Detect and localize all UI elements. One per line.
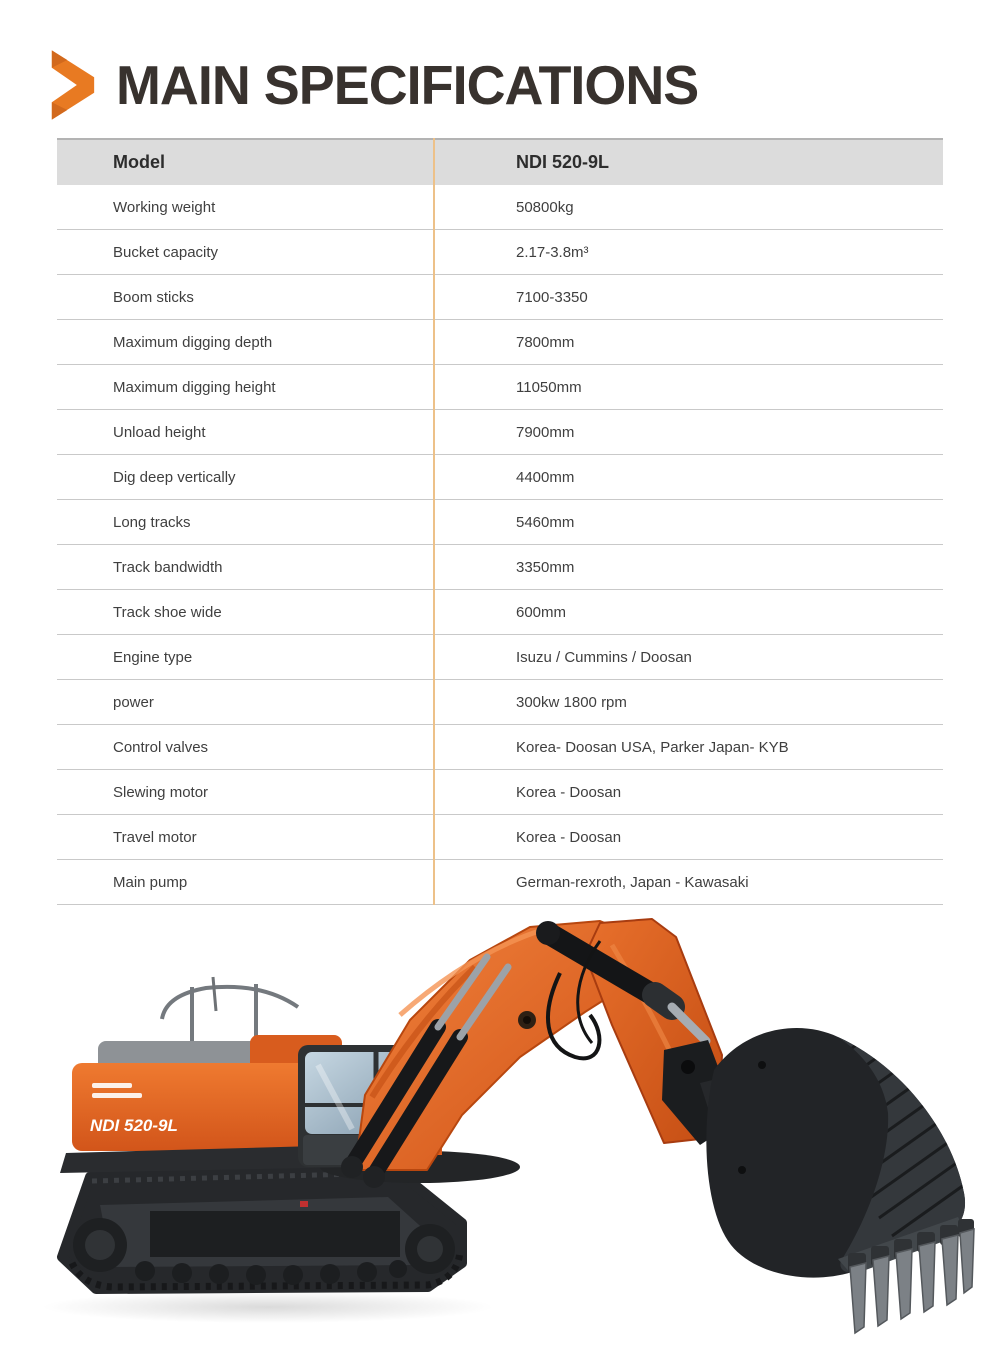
spec-row [57,275,943,320]
spec-value: Korea- Doosan USA, Parker Japan- KYB [516,738,789,756]
spec-row [57,545,943,590]
spec-label: Unload height [113,423,206,441]
spec-value: 5460mm [516,513,575,531]
tail-reflector [300,1201,308,1207]
spec-label: Working weight [113,198,216,216]
handrail [162,984,298,1043]
spec-table-body [57,185,943,905]
spec-label: Bucket capacity [113,243,219,261]
column-divider-line [433,138,435,905]
spec-label: Dig deep vertically [113,468,236,486]
spec-value: 11050mm [516,378,582,396]
spec-row [57,815,943,860]
spec-label: Track bandwidth [113,558,223,576]
spec-row [57,635,943,680]
spec-value: 7800mm [516,333,575,351]
excavator-illustration [0,915,1000,1357]
spec-label: Long tracks [113,513,191,531]
spec-value: 7900mm [516,423,575,441]
antenna [213,977,216,1011]
spec-value: German-rexroth, Japan - Kawasaki [516,873,749,891]
spec-row [57,860,943,905]
spec-label: Main pump [113,873,188,891]
machine-model-label: NDI 520-9L [90,1116,178,1135]
spec-row [57,185,943,230]
page-header [48,48,710,122]
spec-row [57,725,943,770]
spec-value: 300kw 1800 rpm [516,693,627,711]
spec-label: Travel motor [113,828,197,846]
bucket [706,923,1000,1333]
spec-value: 2.17-3.8m³ [516,243,589,261]
spec-row [57,410,943,455]
ground-shadow [43,1291,493,1323]
spec-row [57,500,943,545]
spec-row [57,365,943,410]
spec-label: Slewing motor [113,783,209,801]
spec-label: Engine type [113,648,193,666]
page-title: MAIN SPECIFICATIONS [116,53,699,116]
spec-label: Maximum digging height [113,378,276,396]
spec-label: Track shoe wide [113,603,222,621]
spec-value: Korea - Doosan [516,783,622,801]
spec-row [57,320,943,365]
spec-label: Control valves [113,738,209,756]
spec-value: 600mm [516,603,567,621]
spec-row [57,455,943,500]
spec-value: 7100-3350 [516,288,588,306]
spec-value: Isuzu / Cummins / Doosan [516,648,692,666]
spec-table-header [57,138,943,185]
spec-row [57,680,943,725]
spec-value: 4400mm [516,468,575,486]
spec-label: Boom sticks [113,288,194,306]
model-column-header: Model [113,152,165,172]
tracks [62,1169,462,1289]
spec-row [57,230,943,275]
spec-table [57,138,943,905]
spec-label: Maximum digging depth [113,333,273,351]
spec-value: 3350mm [516,558,575,576]
spec-row [57,590,943,635]
spec-value: Korea - Doosan [516,828,622,846]
spec-label: power [113,693,154,711]
value-column-header: NDI 520-9L [516,152,610,172]
chevron-bracket-icon [48,48,98,122]
spec-value: 50800kg [516,198,574,216]
spec-row [57,770,943,815]
